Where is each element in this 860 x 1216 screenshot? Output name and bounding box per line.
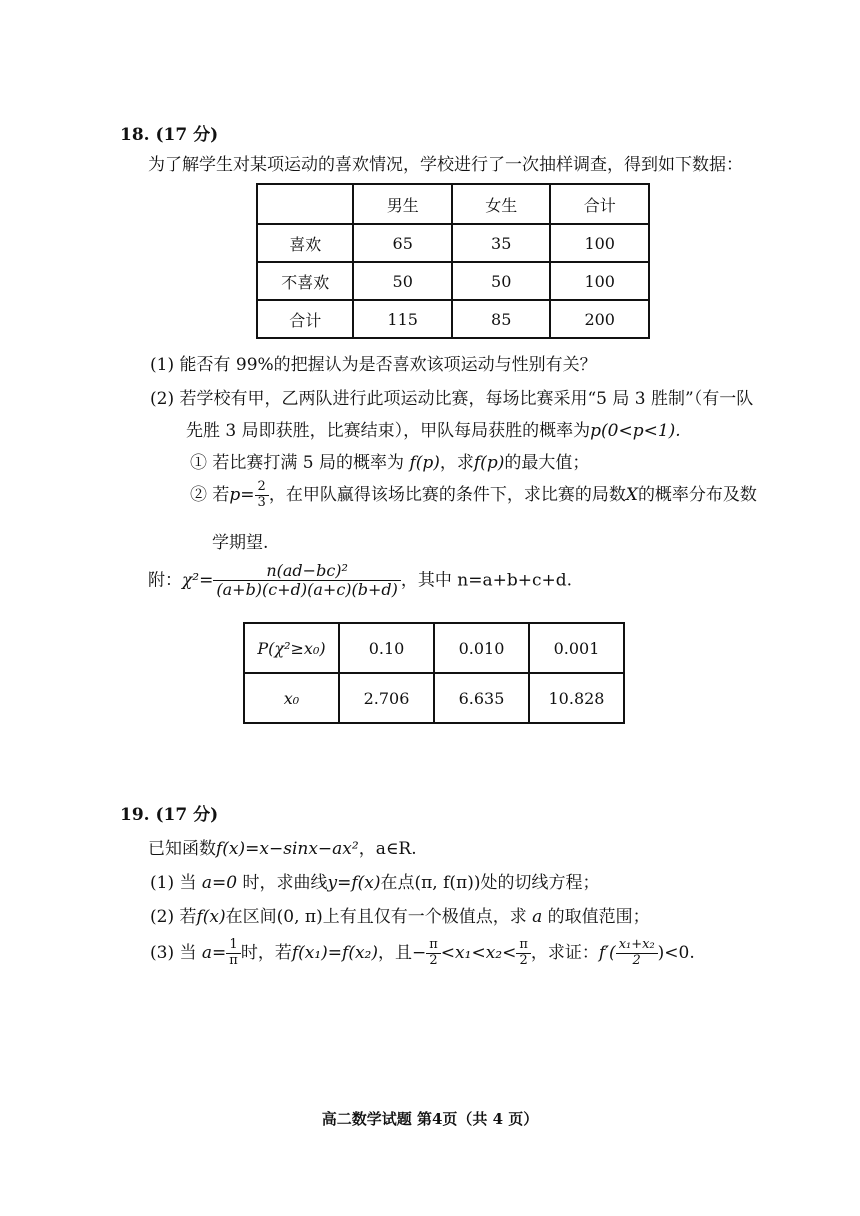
derivative-expression: f′(: [598, 943, 616, 963]
table-cell: 喜欢: [257, 224, 353, 262]
table-cell: 0.10: [339, 623, 434, 673]
text-span: (2) 若: [150, 907, 197, 927]
table-cell: 35: [452, 224, 550, 262]
curve-expression: y=f(x): [327, 873, 381, 893]
text-span: 的最大值；: [504, 453, 590, 473]
text-span: 的取值范围；: [547, 907, 650, 927]
chi-square-lhs: χ²=: [182, 570, 214, 591]
table-row: [257, 184, 649, 224]
question-19-part-2: [150, 902, 650, 927]
chi-square-fraction: [213, 562, 401, 600]
table-cell: 65: [353, 224, 452, 262]
table-cell: 2.706: [339, 673, 434, 723]
question-18-subquestion-2-line-2: 学期望.: [212, 533, 269, 553]
variable-a: a=: [201, 943, 227, 963]
fraction-numerator: x₁+x₂: [616, 938, 658, 954]
text-span: ② 若: [190, 485, 230, 505]
table-cell: 115: [353, 300, 452, 338]
condition-a-zero: a=0: [201, 873, 238, 893]
text-span: ，且: [378, 943, 412, 963]
table-cell: 85: [452, 300, 550, 338]
equal-values-condition: f(x₁)=f(x₂): [291, 943, 378, 963]
text-span: 的概率分布及数: [637, 485, 757, 505]
table-cell: 50: [353, 262, 452, 300]
fraction-pi-over-2: [516, 938, 531, 969]
survey-table: [256, 183, 650, 339]
formula-denominator: (a+b)(c+d)(a+c)(b+d): [216, 580, 398, 600]
fraction-denominator: π: [229, 953, 238, 968]
table-cell: 合计: [550, 184, 649, 224]
table-cell: 100: [550, 262, 649, 300]
fraction-midpoint: [616, 938, 658, 969]
table-row: [257, 262, 649, 300]
variable-p: p=: [229, 485, 255, 505]
text-span: 已知函数: [148, 839, 216, 859]
table-cell: x₀: [244, 673, 339, 723]
text-span: 先胜 3 局即获胜，比赛结束），甲队每局获胜的概率为: [186, 421, 591, 441]
table-cell: [257, 184, 353, 224]
table-row: [244, 673, 624, 723]
fraction-numerator: 1: [226, 938, 241, 954]
question-18-number: 18. (17 分): [120, 125, 219, 145]
table-cell: 男生: [353, 184, 452, 224]
table-cell: 10.828: [529, 673, 624, 723]
text-span: ，在甲队赢得该场比赛的条件下，求比赛的局数: [268, 485, 626, 505]
formula-tail: ，其中 n=a+b+c+d.: [400, 570, 573, 591]
table-cell: P(χ²≥x₀): [244, 623, 339, 673]
fraction-denominator: 2: [632, 953, 641, 968]
text-span: 时，求曲线: [242, 873, 328, 893]
fraction-numerator: π: [516, 938, 531, 954]
question-18-part-2-line-1: (2) 若学校有甲，乙两队进行此项运动比赛，每场比赛采用“5 局 3 胜制”（有一队: [150, 389, 754, 409]
table-row: [257, 224, 649, 262]
inequality-expression: <x₁<x₂<: [440, 943, 517, 963]
table-cell: 女生: [452, 184, 550, 224]
fraction-denominator: 3: [257, 495, 266, 510]
fraction-numerator: π: [426, 938, 441, 954]
question-18-part-1: (1) 能否有 99%的把握认为是否喜欢该项运动与性别有关？: [150, 355, 597, 375]
table-cell: 0.010: [434, 623, 529, 673]
text-span: ，a∈R.: [358, 839, 417, 859]
variable-x: X: [625, 485, 638, 505]
text-span: 时，若: [240, 943, 292, 963]
question-18-part-2-line-2: [186, 416, 681, 441]
function-f-x: f(x): [196, 907, 226, 927]
table-cell: 合计: [257, 300, 353, 338]
page-footer: 高二数学试题 第4页（共 4 页）: [321, 1110, 539, 1128]
question-18-intro: 为了解学生对某项运动的喜欢情况，学校进行了一次抽样调查，得到如下数据：: [148, 155, 743, 175]
table-cell: 6.635: [434, 673, 529, 723]
fraction-denominator: 2: [429, 953, 438, 968]
function-definition: f(x)=x−sinx−ax²: [216, 839, 359, 859]
fraction-pi-over-2: [426, 938, 441, 969]
variable-a: a: [532, 907, 543, 927]
minus-sign: −: [412, 943, 427, 963]
table-cell: 50: [452, 262, 550, 300]
text-span: ，求证：: [530, 943, 599, 963]
table-cell: 不喜欢: [257, 262, 353, 300]
text-span: )<0.: [657, 943, 695, 963]
table-cell: 100: [550, 224, 649, 262]
question-19-intro: [148, 834, 417, 859]
text-span: ① 若比赛打满 5 局的概率为: [190, 453, 405, 473]
question-18-subquestion-1: [190, 448, 589, 473]
question-19-part-1: [150, 868, 599, 893]
text-span: 在点(π, f(π))处的切线方程；: [380, 873, 600, 893]
question-18-subquestion-2: [190, 480, 757, 511]
text-span: (1) 当: [150, 873, 197, 893]
question-19-number: 19. (17 分): [120, 805, 219, 825]
function-f-p: f(p): [409, 453, 440, 473]
critical-value-table: [243, 622, 625, 724]
function-f-p: f(p): [473, 453, 505, 473]
fraction-one-over-pi: [226, 938, 241, 969]
text-span: ，求: [439, 453, 474, 473]
text-span: (3) 当: [150, 943, 197, 963]
table-row: [257, 300, 649, 338]
fraction-denominator: 2: [519, 953, 528, 968]
table-row: [244, 623, 624, 673]
probability-condition: p(0<p<1).: [590, 421, 681, 441]
table-cell: 200: [550, 300, 649, 338]
formula-numerator: n(ad−bc)²: [213, 562, 401, 581]
fraction-numerator: 2: [255, 480, 269, 496]
appendix-label: 附：: [148, 570, 182, 591]
table-cell: 0.001: [529, 623, 624, 673]
question-19-part-3: [150, 938, 695, 969]
fraction-two-thirds: [255, 480, 269, 511]
text-span: 在区间(0, π)上有且仅有一个极值点，求: [225, 907, 527, 927]
appendix-formula: [148, 562, 572, 600]
